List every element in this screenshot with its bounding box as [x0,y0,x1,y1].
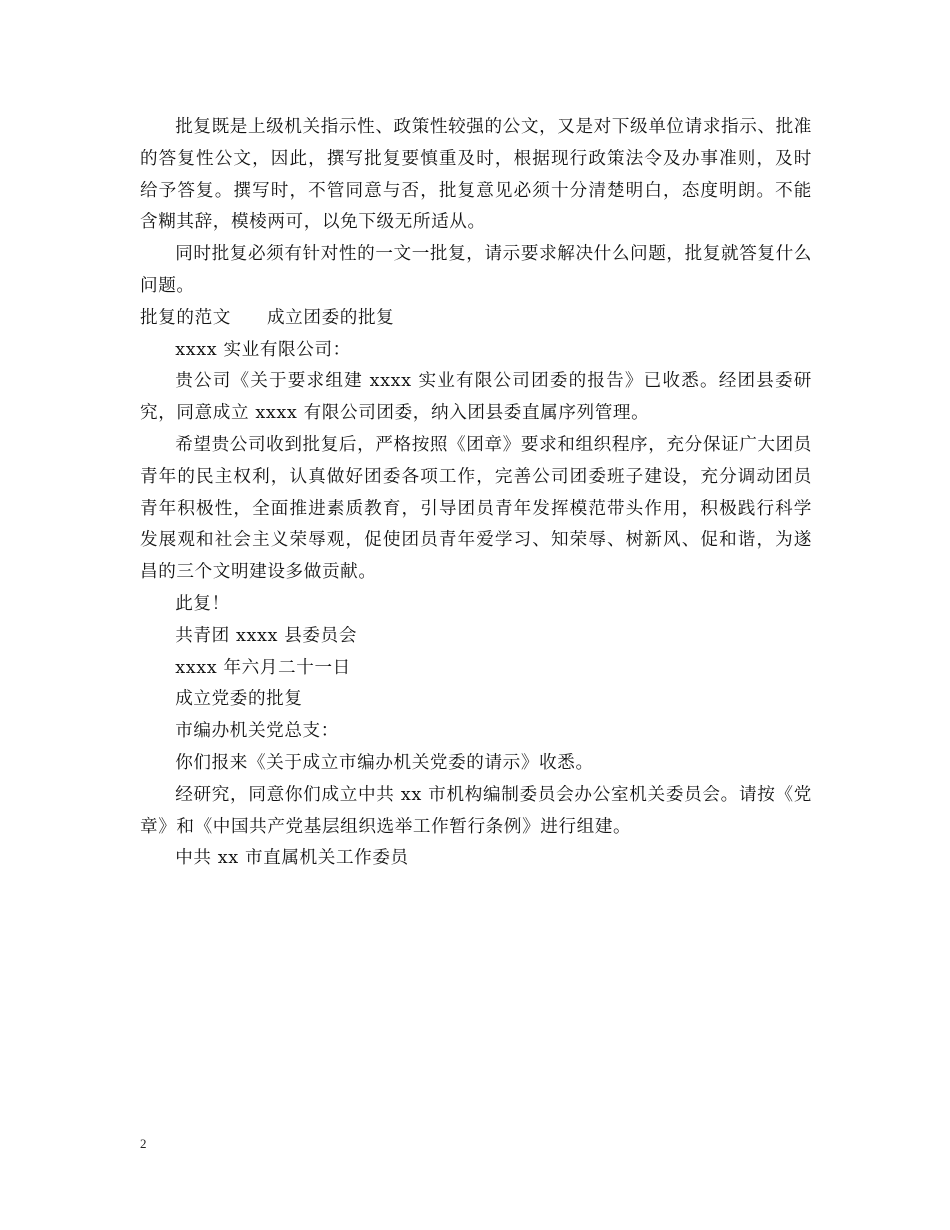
letter1-date: xxxx 年六月二十一日 [175,657,351,678]
letter2-salutation: 市编办机关党总支： [175,721,339,742]
letter2-signature: 中共 xx 市直属机关工作委员 [175,848,409,869]
letter2-body-2: 经研究，同意你们成立中共 xx 市机构编制委员会办公室机关委员会。请按《党章》和《中国共产党基层组织选举工作暂行条例》进行组建。 [140,784,812,837]
letter2-title: 成立党委的批复 [175,689,303,710]
letter1-body-1: 贵公司《关于要求组建 xxxx 实业有限公司团委的报告》已收悉。经团县委研究，同意成立 xxxx 有限公司团委，纳入团县委直属序列管理。 [140,371,812,424]
section-heading-right: 成立团委的批复 [266,307,395,328]
letter1-closing: 此复！ [175,593,230,614]
intro-paragraph-1: 批复既是上级机关指示性、政策性较强的公文，又是对下级单位请求指示、批准的答复性公文，因此，撰写批复要慎重及时，根据现行政策法令及办事准则，及时给予答复。撰写时，不管同意与否，批复意见必须十分清楚明白，态度明朗。不能含糊其辞，模棱两可，以免下级无所适从。 [140,117,812,233]
letter1-signature: 共青团 xxxx 县委员会 [175,625,358,646]
letter1-body-2: 希望贵公司收到批复后，严格按照《团章》要求和组织程序，充分保证广大团员青年的民主权利，认真做好团委各项工作，完善公司团委班子建设，充分调动团员青年积极性，全面推进素质教育，引导团员青年发挥模范带头作用，积极践行科学发展观和社会主义荣辱观，促使团员青年爱学习、知荣辱、树新风、促和谐，为遂昌的三个文明建设多做贡献。 [140,434,812,583]
page-number: 2 [140,1136,147,1151]
section-heading [140,303,812,335]
intro-paragraph-2: 同时批复必须有针对性的一文一批复，请示要求解决什么问题，批复就答复什么问题。 [140,244,812,296]
letter2-body-1: 你们报来《关于成立市编办机关党委的请示》收悉。 [175,752,594,773]
letter1-salutation: xxxx 实业有限公司： [175,339,351,360]
document-page [140,112,812,875]
section-heading-left: 批复的范文 [140,307,231,328]
